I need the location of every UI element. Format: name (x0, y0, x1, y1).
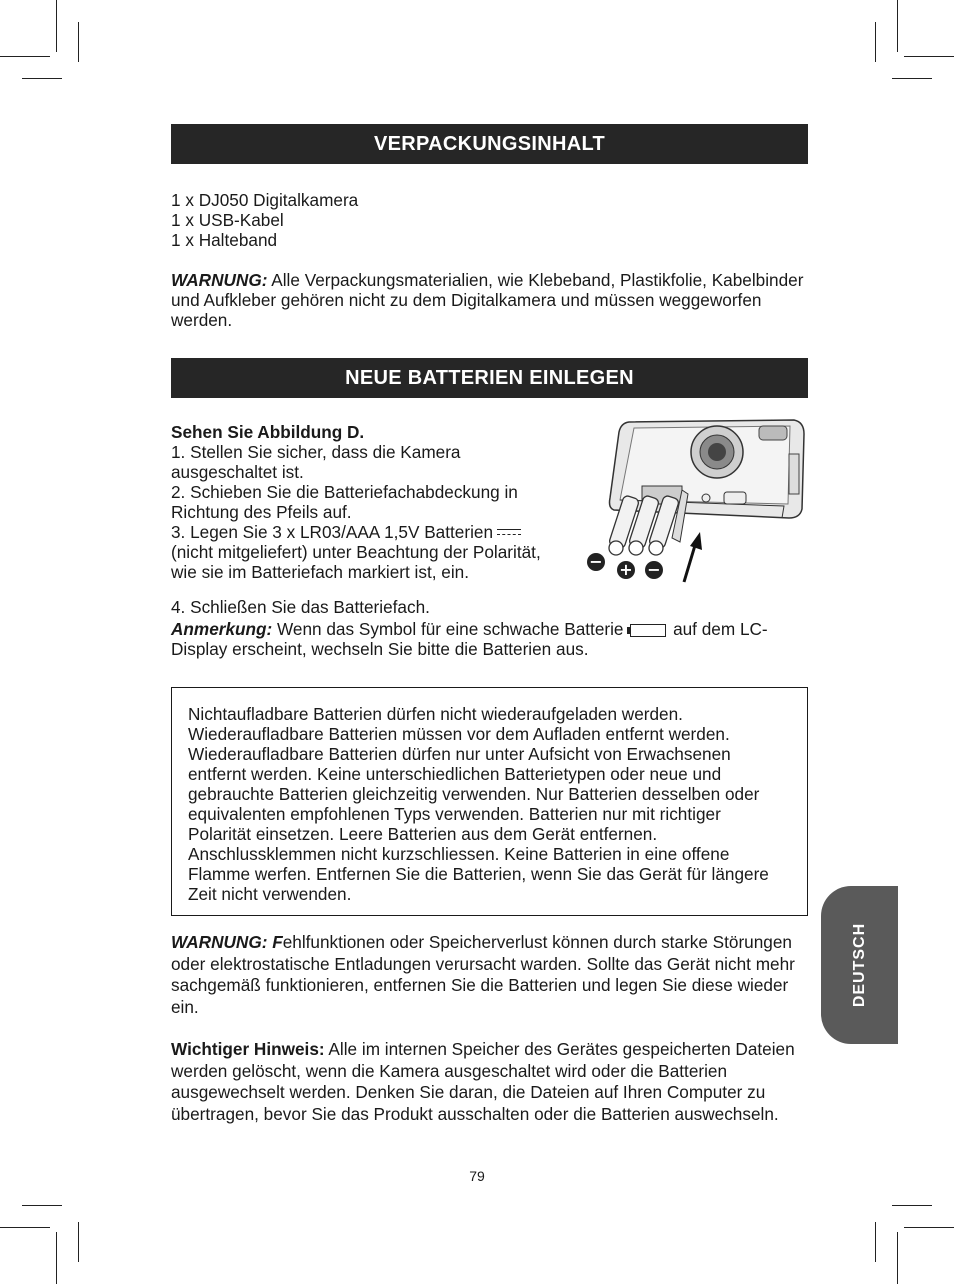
polarity-minus-label: − (589, 552, 603, 571)
step-1: 1. Stellen Sie sicher, dass die Kamera ausgeschaltet ist. (171, 442, 461, 482)
crop-mark (875, 1222, 876, 1262)
esd-warning: WARNUNG: Fehlfunktionen oder Speicherverlust können durch starke Störungen oder elektrostatische Entladungen verursacht warden. Sollte das Gerät nicht mehr sachgemäß funktionieren, entfernen Sie die Batterien und legen Sie diese wieder ein. (171, 932, 795, 1017)
crop-mark (56, 1232, 57, 1284)
notice-text: Nichtaufladbare Batterien dürfen nicht wiederaufgeladen werden. Wiederaufladbare Batterien müssen vor dem Aufladen entfernt werden. Wiederaufladbare Batterien dürfen nur unter Aufsicht von Erwachsenen entfernt werden. Keine unterschiedlichen Batterietypen oder neue und gebrauchte Batterien gleichzeitig verwenden. Nur Batterien desselben oder equivalenten empfohlenen Typs verwenden. Batterien nur mit richtiger Polarität einsetzen. Leere Batterien aus dem Gerät entfernen. Anschlussklemmen nicht kurzschliessen. Keine Batterien in eine offene Flamme werfen. Entfernen Sie die Batterien, wenn Sie das Gerät für längere Zeit nicht verwenden. (188, 704, 769, 904)
list-item: 1 x Halteband (171, 230, 278, 250)
language-tab-label: DEUTSCH (850, 922, 868, 1008)
contents-list (171, 190, 808, 250)
step-4: 4. Schließen Sie das Batteriefach. (171, 597, 430, 617)
dc-voltage-icon (497, 529, 521, 538)
low-battery-note: Anmerkung: Wenn das Symbol für eine schwache Batterie auf dem LC-Display erscheint, wechseln Sie bitte die Batterien aus. (171, 619, 768, 659)
crop-mark (897, 0, 898, 52)
crop-mark (0, 56, 50, 57)
battery-steps (171, 422, 571, 582)
crop-mark (56, 0, 57, 52)
crop-mark (897, 1232, 898, 1284)
step-2: 2. Schieben Sie die Batteriefachabdeckung in Richtung des Pfeils auf. (171, 482, 518, 522)
section-title-batteries: NEUE BATTERIEN EINLEGEN (171, 358, 808, 398)
crop-mark (78, 1222, 79, 1262)
crop-mark (904, 1227, 954, 1228)
polarity-plus-label: + (619, 560, 633, 579)
crop-mark (0, 1227, 50, 1228)
crop-mark (22, 1205, 62, 1206)
figure-reference: Sehen Sie Abbildung D. (171, 422, 365, 442)
crop-mark (22, 78, 62, 79)
crop-mark (875, 22, 876, 62)
important-hint: Wichtiger Hinweis: Alle im internen Speicher des Gerätes gespeicherten Dateien werden gelöscht, wenn die Kamera ausgeschaltet wird oder die Batterien ausgewechselt werden. Denken Sie daran, die Dateien auf Ihren Computer zu übertragen, bevor Sie das Produkt ausschalten oder die Batterien auswechseln. (171, 1039, 795, 1124)
crop-mark (892, 1205, 932, 1206)
step-3: 3. Legen Sie 3 x LR03/AAA 1,5V Batterien (nicht mitgeliefert) unter Beachtung der Polarität, wie sie im Batteriefach markiert ist, ein. (171, 522, 541, 582)
polarity-minus-label: − (647, 560, 661, 579)
list-item: 1 x USB-Kabel (171, 210, 284, 230)
packaging-warning: WARNUNG: Alle Verpackungsmaterialien, wie Klebeband, Plastikfolie, Kabelbinder und Aufkleber gehören nicht zu dem Digitalkamera und müssen weggeworfen werden. (171, 270, 804, 330)
crop-mark (78, 22, 79, 62)
crop-mark (904, 56, 954, 57)
battery-safety-notice (171, 687, 808, 916)
language-tab (821, 886, 898, 1044)
crop-mark (892, 78, 932, 79)
list-item: 1 x DJ050 Digitalkamera (171, 190, 359, 210)
section-title-contents: VERPACKUNGSINHALT (171, 124, 808, 164)
battery-insertion-figure (584, 414, 806, 586)
page-number: 79 (469, 1168, 485, 1184)
low-battery-icon (630, 624, 666, 637)
